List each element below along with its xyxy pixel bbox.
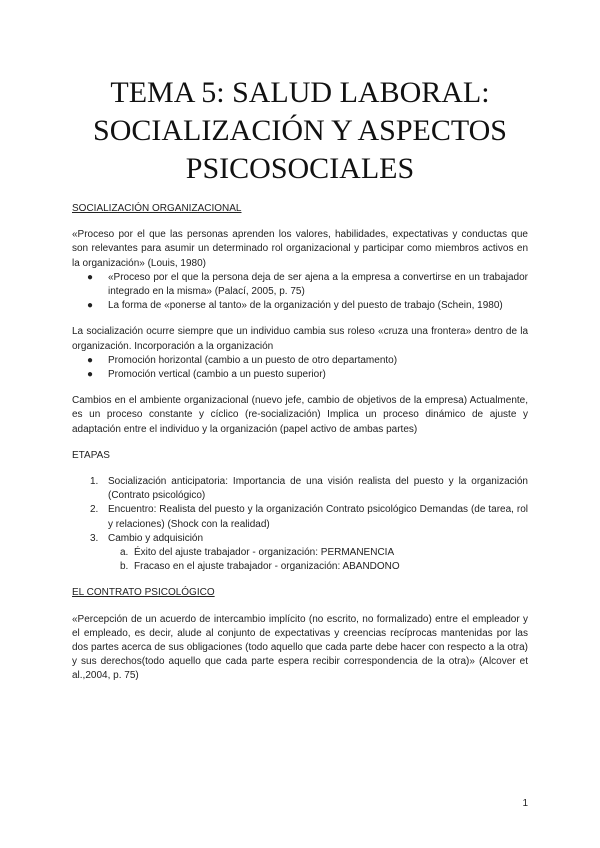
section-heading-etapas: ETAPAS bbox=[72, 449, 110, 461]
list-number: 3. bbox=[90, 532, 99, 544]
bullet-marker: ● bbox=[87, 369, 94, 381]
section-heading-contrato: EL CONTRATO PSICOLÓGICO bbox=[72, 587, 215, 599]
list-item: 3. Cambio y adquisición bbox=[72, 532, 528, 546]
page-number: 1 bbox=[522, 798, 528, 809]
list-item: 2. Encuentro: Realista del puesto y la organización Contrato psicológico Demandas (de tarea, rol y relaciones) (Shock con la realidad) bbox=[90, 504, 528, 530]
list-item: 1. Socialización anticipatoria: Importancia de una visión realista del puesto y la organización (Contrato psicológico) bbox=[90, 476, 528, 502]
promocion-bullets bbox=[72, 354, 528, 382]
list-number: 1. bbox=[90, 476, 99, 488]
section-heading-socializacion: SOCIALIZACIÓN ORGANIZACIONAL bbox=[72, 203, 242, 214]
title-line-3: PSICOSOCIALES bbox=[185, 152, 415, 185]
list-letter: b. bbox=[120, 561, 129, 573]
title-line-2: SOCIALIZACIÓN Y ASPECTOS bbox=[93, 114, 507, 147]
etapas-list bbox=[72, 475, 528, 546]
bullet-marker: ● bbox=[87, 354, 94, 366]
list-item: ● «Proceso por el que la persona deja de ser ajena a la empresa a convertirse en un trabajador integrado en la misma» (Palací, 2005, p. 75) bbox=[87, 271, 528, 298]
cambios-paragraph: Cambios en el ambiente organizacional (nuevo jefe, cambio de objetivos de la empresa) Actualmente, es un proceso constante y cíclico (re-socialización) Implica un proceso dinámico de ajuste y adaptación entre el individuo y la organización (papel activo de ambas partes) bbox=[72, 395, 528, 435]
document-title bbox=[40, 74, 560, 188]
bullet-marker: ● bbox=[87, 300, 94, 312]
definition-bullets bbox=[72, 271, 528, 314]
list-item: ● Promoción vertical (cambio a un puesto superior) bbox=[72, 368, 528, 382]
list-item: a. Éxito del ajuste trabajador - organización: PERMANENCIA bbox=[72, 546, 528, 560]
etapas-sublist bbox=[72, 546, 528, 574]
list-item: ● La forma de «ponerse al tanto» de la organización y del puesto de trabajo (Schein, 1980) bbox=[72, 299, 528, 313]
socializacion-paragraph: La socialización ocurre siempre que un individuo cambia sus roleso «cruza una frontera» dentro de la organización. Incorporación a la organización bbox=[72, 326, 528, 352]
list-number: 2. bbox=[90, 504, 99, 516]
contrato-paragraph: «Percepción de un acuerdo de intercambio implícito (no escrito, no formalizado) entre el empleador y el empleado, es decir, alude al conjunto de expectativas y creencias recíprocas mantenidas por las dos partes acerca de sus obligaciones (todo aquello que cada parte debe hacer con respecto a la otra) y sus derechos(todo aquello que cada parte espera recibir correspondencia de la otra)» (Alcover et al.,2004, p. 75) bbox=[72, 613, 528, 682]
definition-paragraph: «Proceso por el que las personas aprenden los valores, habilidades, expectativas y conductas que son relevantes para asumir un determinado rol organizacional y participar como miembros activos en la organización» (Louis, 1980) bbox=[72, 229, 528, 269]
list-item: b. Fracaso en el ajuste trabajador - organización: ABANDONO bbox=[72, 560, 528, 574]
document-body bbox=[72, 202, 528, 684]
list-letter: a. bbox=[120, 547, 129, 559]
list-item: ● Promoción horizontal (cambio a un puesto de otro departamento) bbox=[72, 354, 528, 368]
bullet-marker: ● bbox=[87, 271, 94, 283]
title-line-1: TEMA 5: SALUD LABORAL: bbox=[110, 76, 490, 109]
